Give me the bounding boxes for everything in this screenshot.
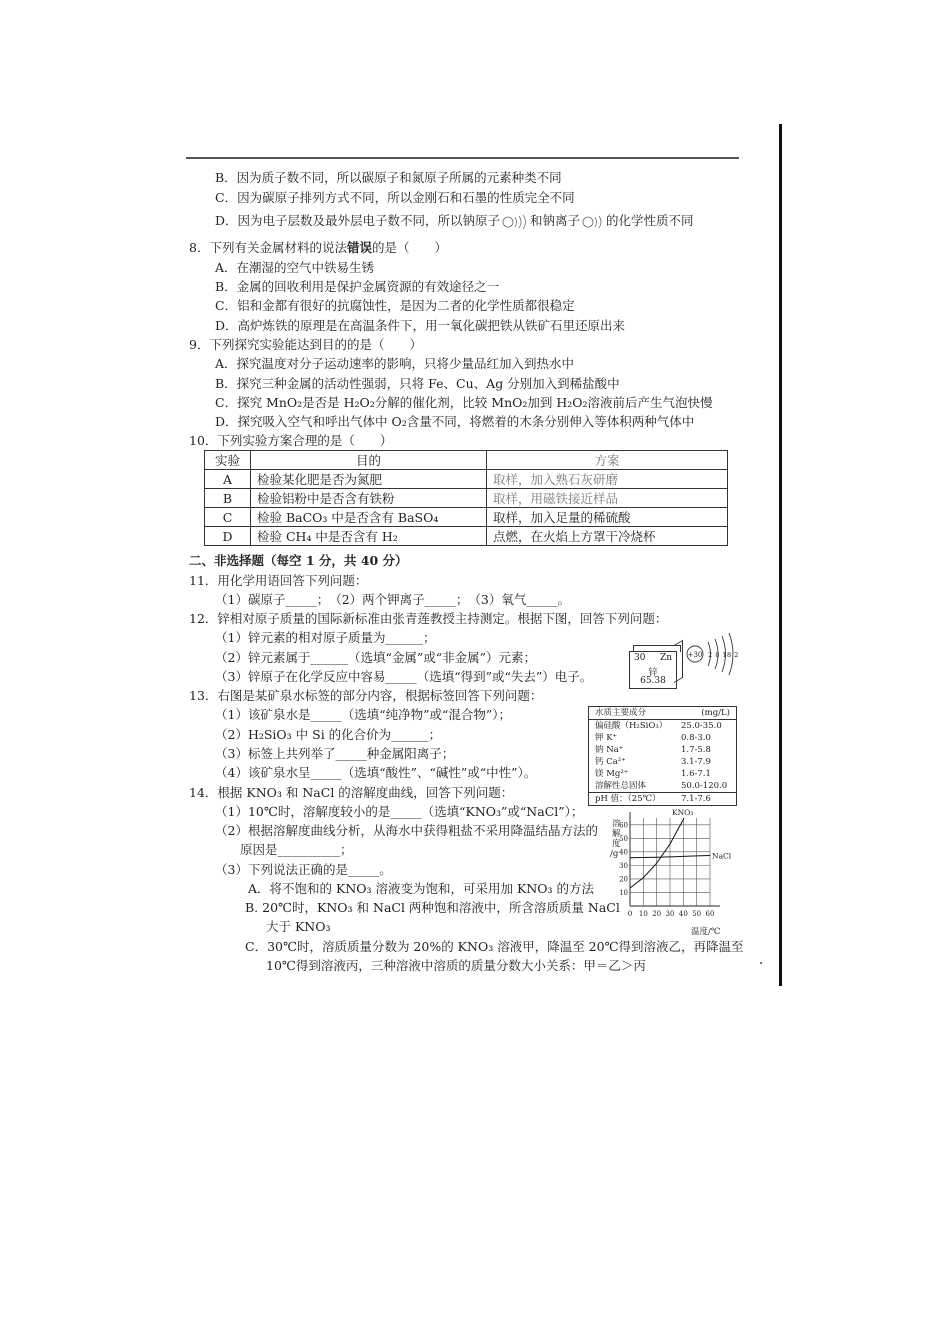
q14-option-b-cont: 大于 KNO₃ xyxy=(266,919,331,934)
ph-value: 7.1-7.6 xyxy=(681,794,711,804)
q13-part1: （1）该矿泉水是_____（选填“纯净物”或“混合物”）； xyxy=(215,707,512,722)
label-title: 水质主要成分 xyxy=(595,708,647,718)
label-row xyxy=(589,744,736,756)
label-item: 镁 Mg²⁺ xyxy=(595,769,629,779)
q14-part2: （2）根据溶解度曲线分析，从海水中获得粗盐不采用降温结晶方法的 xyxy=(215,823,598,838)
label-value: 1.6-7.1 xyxy=(681,769,711,779)
q9-option-c: C．探究 MnO₂是否是 H₂O₂分解的催化剂，比较 MnO₂加到 H₂O₂溶液前后产生气泡快慢 xyxy=(215,395,713,410)
q14-stem: 14．根据 KNO₃ 和 NaCl 的溶解度曲线，回答下列问题： xyxy=(189,785,514,800)
table-cell: 检验某化肥是否为氮肥 xyxy=(251,470,487,489)
label-value: 0.8-3.0 xyxy=(681,733,711,743)
header-cell: 目的 xyxy=(251,451,487,470)
q8-stem-bold: 错误 xyxy=(346,240,372,255)
header-rule xyxy=(186,157,739,159)
q7-option-c: C．因为碳原子排列方式不同，所以金刚石和石墨的性质完全不同 xyxy=(215,190,575,205)
label-value: 1.7-5.8 xyxy=(681,745,711,755)
q12-part2: （2）锌元素属于______（选填“金属”或“非金属”）元素； xyxy=(215,650,537,665)
x-tick-label: 50 xyxy=(692,910,702,918)
series-label: NaCl xyxy=(712,851,732,861)
y-tick-label: 10 xyxy=(619,888,628,897)
zinc-atom-structure-diagram xyxy=(684,630,740,678)
q8-option-a: A．在潮湿的空气中铁易生锈 xyxy=(215,260,375,275)
q14-option-c: C．30℃时，溶质质量分数为 20%的 KNO₃ 溶液甲，降温至 20℃得到溶液乙，再降温至 xyxy=(245,939,744,954)
label-item: 钠 Na⁺ xyxy=(595,745,624,755)
q8-stem-pre: 8．下列有关金属材料的说法 xyxy=(189,240,347,255)
nucleus-charge: +30 xyxy=(687,651,703,659)
y-tick-label: 20 xyxy=(619,875,628,884)
table-cell: 检验 BaCO₃ 中是否含有 BaSO₄ xyxy=(251,508,487,527)
q14-part2-cont: 原因是__________； xyxy=(240,842,353,857)
q13-stem: 13．右图是某矿泉水标签的部分内容，根据标签回答下列问题： xyxy=(189,688,543,703)
q11-line: （1）碳原子_____； （2）两个钾离子_____； （3）氧气_____。 xyxy=(215,592,571,607)
solubility-chart xyxy=(606,806,746,938)
q13-part4: （4）该矿泉水呈_____（选填“酸性”、“碱性”或“中性”）。 xyxy=(215,765,537,780)
table-cell: 取样，加入熟石灰研磨 xyxy=(487,470,728,489)
series-line-kno3 xyxy=(630,818,684,888)
label-row xyxy=(589,780,736,792)
label-row xyxy=(589,732,736,744)
q14-option-b: B. 20℃时，KNO₃ 和 NaCl 两种饱和溶液中，所含溶质质量 NaCl xyxy=(245,900,620,915)
q14-part1: （1）10℃时，溶解度较小的是_____（选填“KNO₃”或“NaCl”）； xyxy=(215,804,584,819)
table-cell: 检验 CH₄ 中是否含有 H₂ xyxy=(251,527,487,546)
q8-stem-post: 的是（ ） xyxy=(371,240,447,255)
x-tick-label: 0 xyxy=(627,910,633,918)
q9-option-b: B．探究三种金属的活动性强弱，只将 Fe、Cu、Ag 分别加入到稀盐酸中 xyxy=(215,376,620,391)
q7-d-pre: D．因为电子层数及最外层电子数不同，所以钠原子 xyxy=(215,213,501,228)
table-cell: B xyxy=(205,489,251,508)
x-tick-label: 20 xyxy=(652,910,662,918)
table-cell: 检验铝粉中是否含有铁粉 xyxy=(251,489,487,508)
zinc-element-card xyxy=(629,651,677,689)
element-symbol: Zn xyxy=(659,653,672,663)
y-tick-label: 40 xyxy=(619,848,628,857)
q7-option-d xyxy=(215,213,694,230)
q12-part1: （1）锌元素的相对原子质量为______； xyxy=(215,630,436,645)
table-header-row xyxy=(205,451,728,470)
x-tick-label: 60 xyxy=(705,910,715,918)
q9-option-d: D．探究吸入空气和呼出气体中 O₂含量不同，将燃着的木条分别伸入等体积两种气体中 xyxy=(215,414,695,429)
table-row xyxy=(205,508,728,527)
label-value: 25.0-35.0 xyxy=(681,721,722,731)
table-cell: 取样，用磁铁接近样品 xyxy=(487,489,728,508)
label-row xyxy=(589,720,736,732)
speck xyxy=(760,962,762,964)
x-axis-label: 温度/℃ xyxy=(691,927,721,937)
header-cell: 实验 xyxy=(205,451,251,470)
q7-option-b: B．因为质子数不同，所以碳原子和氮原子所属的元素种类不同 xyxy=(215,170,562,185)
x-tick-label: 30 xyxy=(665,910,675,918)
electron-shells: 2 8 18 2 xyxy=(708,651,739,659)
element-name: 锌 xyxy=(648,668,658,678)
y-tick-label: 60 xyxy=(619,821,628,830)
q9-stem: 9．下列探究实验能达到目的的是（ ） xyxy=(189,337,422,352)
label-unit: (mg/L) xyxy=(701,708,730,718)
q14-part3: （3）下列说法正确的是_____。 xyxy=(215,862,392,877)
x-tick-label: 40 xyxy=(678,910,688,918)
label-value: 50.0-120.0 xyxy=(681,781,728,791)
q13-part2: （2）H₂SiO₃ 中 Si 的化合价为______； xyxy=(215,727,442,742)
atomic-mass: 65.38 xyxy=(640,676,666,686)
table-row xyxy=(205,489,728,508)
mineral-water-label xyxy=(588,706,737,806)
binding-line xyxy=(779,124,782,986)
q7-d-post: 的化学性质不同 xyxy=(606,213,694,228)
q9-option-a: A．探究温度对分子运动速率的影响，只将少量品红加入到热水中 xyxy=(215,356,575,371)
q14-option-c-cont: 10℃得到溶液丙，三种溶液中溶质的质量分数大小关系：甲＝乙＞丙 xyxy=(266,958,646,973)
q10-stem: 10．下列实验方案合理的是（ ） xyxy=(189,433,393,448)
table-cell: C xyxy=(205,508,251,527)
label-item: 钾 K⁺ xyxy=(595,733,618,743)
label-header xyxy=(589,707,736,720)
series-label: KNO₃ xyxy=(672,808,694,817)
table-row xyxy=(205,470,728,489)
label-item: 偏硅酸（H₂SiO₃） xyxy=(595,721,668,731)
q8-stem xyxy=(189,240,447,255)
y-axis-label: 溶解度/g xyxy=(610,819,621,859)
table-row xyxy=(205,527,728,546)
label-ph-row xyxy=(589,792,736,805)
table-cell: 点燃，在火焰上方罩干冷烧杯 xyxy=(487,527,728,546)
q13-part3: （3）标签上共列举了_____种金属阳离子； xyxy=(215,746,455,761)
label-item: 溶解性总固体 xyxy=(595,781,647,791)
table-cell: 取样，加入足量的稀硫酸 xyxy=(487,508,728,527)
sodium-atom-diagram-icon xyxy=(500,214,530,230)
q14-option-a: A．将不饱和的 KNO₃ 溶液变为饱和，可采用加 KNO₃ 的方法 xyxy=(248,881,594,896)
sodium-ion-diagram-icon xyxy=(580,214,606,230)
card-top-row xyxy=(634,653,672,663)
q10-table xyxy=(204,450,728,546)
table-cell: A xyxy=(205,470,251,489)
section-title: 二、非选择题（每空 1 分，共 40 分） xyxy=(189,553,408,568)
label-item: 钙 Ca²⁺ xyxy=(595,757,626,767)
label-row xyxy=(589,768,736,780)
q11-stem: 11．用化学用语回答下列问题： xyxy=(189,573,368,588)
label-row xyxy=(589,756,736,768)
q12-stem: 12．锌相对原子质量的国际新标准由张青莲教授主持测定。根据下图，回答下列问题： xyxy=(189,611,668,626)
x-tick-label: 10 xyxy=(638,910,648,918)
y-tick-label: 50 xyxy=(619,834,628,843)
label-value: 3.1-7.9 xyxy=(681,757,711,767)
table-cell: D xyxy=(205,527,251,546)
header-cell: 方案 xyxy=(487,451,728,470)
q8-option-d: D．高炉炼铁的原理是在高温条件下，用一氧化碳把铁从铁矿石里还原出来 xyxy=(215,318,626,333)
q8-option-b: B．金属的回收利用是保护金属资源的有效途径之一 xyxy=(215,279,500,294)
ph-label: pH 值：（25℃） xyxy=(595,794,661,804)
q7-d-mid: 和钠离子 xyxy=(530,213,581,228)
q8-option-c: C．铝和金都有很好的抗腐蚀性，是因为二者的化学性质都很稳定 xyxy=(215,298,575,313)
y-tick-label: 30 xyxy=(619,861,628,870)
q12-part3: （3）锌原子在化学反应中容易_____（选填“得到”或“失去”）电子。 xyxy=(215,669,593,684)
atomic-number: 30 xyxy=(634,653,646,663)
